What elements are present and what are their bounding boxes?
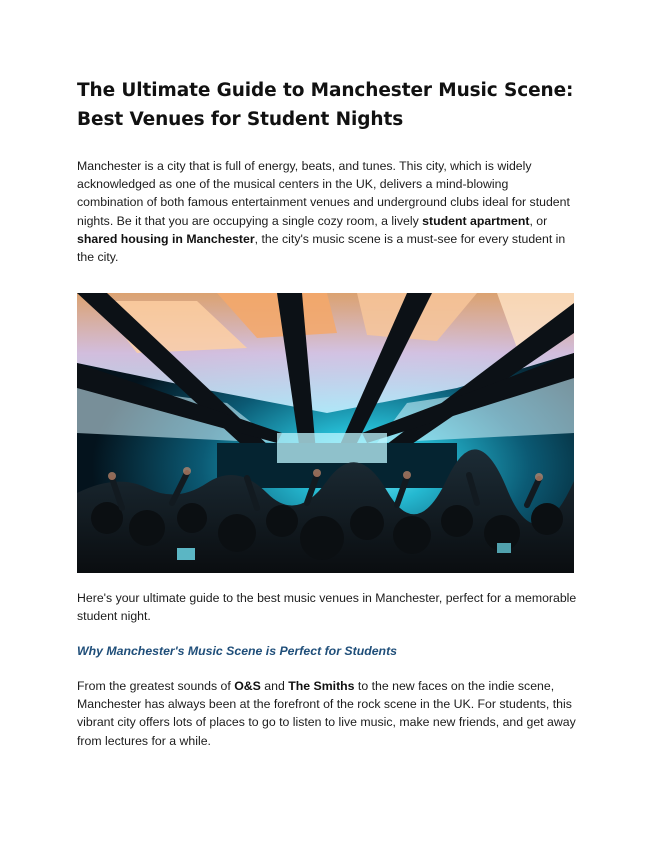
the-smiths-bold: The Smiths [288, 679, 355, 693]
after-image-paragraph: Here's your ultimate guide to the best music venues in Manchester, perfect for a memorable student night. [77, 591, 577, 624]
shared-housing-bold: shared housing in Manchester [77, 231, 255, 246]
article-title [77, 76, 577, 134]
body-paragraph: From the greatest sounds of O&S and The Smiths to the new faces on the indie scene, Manchester has always been at the forefront of the rock scene in the UK. For students, this vibrant city offers lots of places to go to listen to live music, make new friends, and get away from lectures for a while. [77, 679, 576, 748]
title-line-1: The Ultimate Guide to Manchester Music Scene: [77, 80, 574, 101]
concert-crowd-image [77, 293, 574, 573]
oas-bold: O&S [234, 679, 261, 693]
title-line-2: Best Venues for Student Nights [77, 109, 404, 130]
student-apartment-bold: student apartment [422, 213, 530, 228]
section-subheading: Why Manchester's Music Scene is Perfect for Students [77, 644, 398, 658]
intro-paragraph: Manchester is a city that is full of energy, beats, and tunes. This city, which is widely acknowledged as one of the musical centers in the UK, delivers a mind-blowing combination of both famous entertainment venues and underground clubs ideal for student nights. Be it that you are occupying a single cozy room, a lively student apartment, or shared housing in Manchester, the city's music scene is a must-see for every student in the city. [77, 159, 570, 265]
